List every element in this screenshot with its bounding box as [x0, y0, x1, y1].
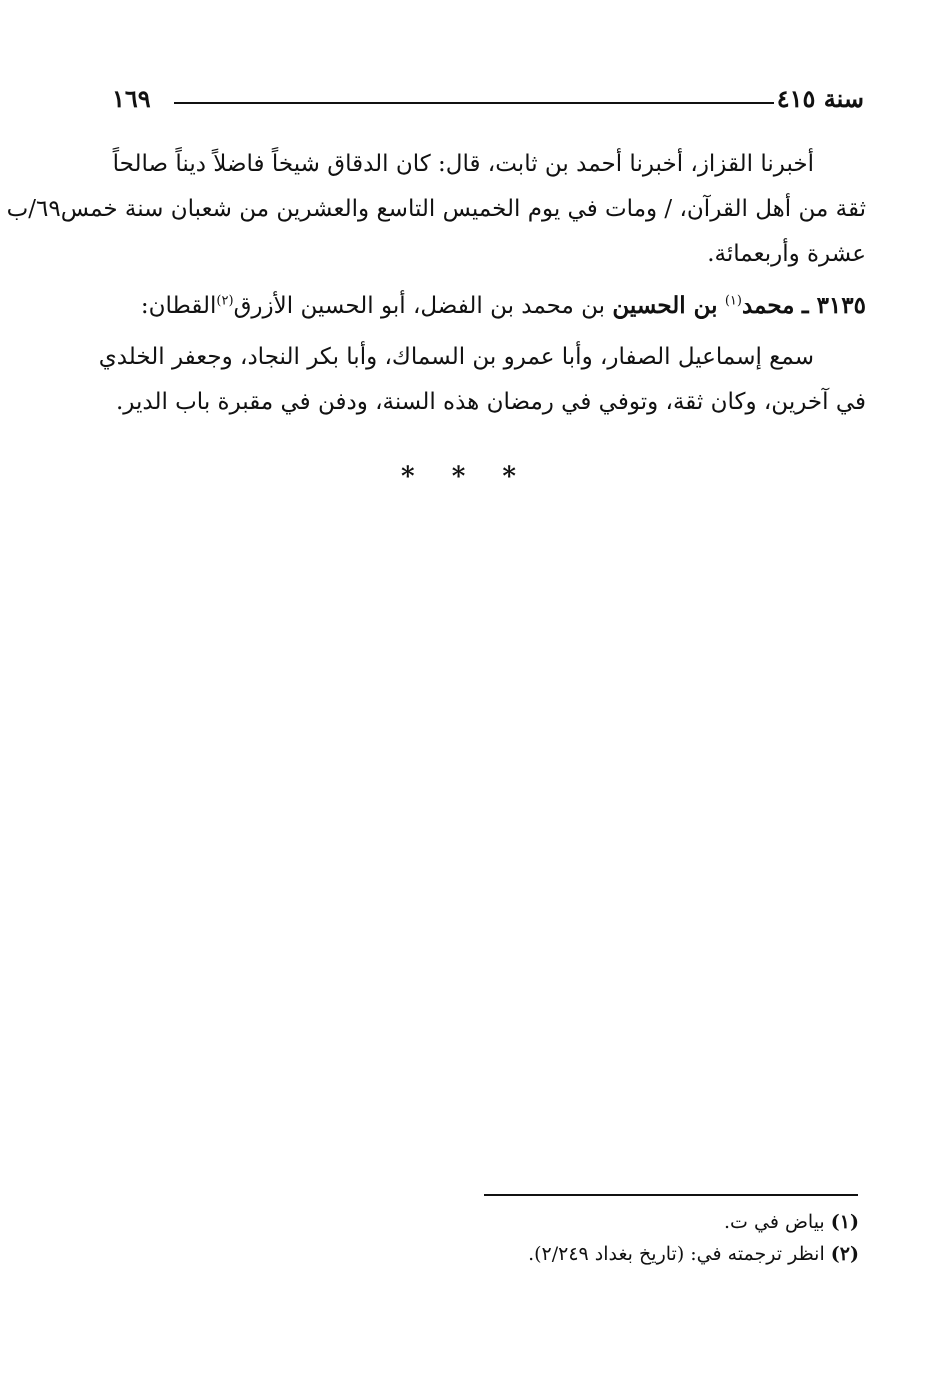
footnote-1 — [259, 1206, 859, 1238]
folio-marker: ٦٩/ب — [6, 196, 61, 222]
text-line-with-folio — [6, 187, 866, 232]
text-line: في آخرين، وكان ثقة، وتوفي في رمضان هذه السنة، ودفن في مقبرة باب الدير. — [115, 389, 866, 415]
text-line: سمع إسماعيل الصفار، وأبا عمرو بن السماك، وأبا بكر النجاد، وجعفر الخلدي — [98, 344, 814, 370]
entry-name-rest: بن محمد بن الفضل، أبو الحسين الأزرق — [233, 293, 606, 319]
main-text — [6, 142, 866, 425]
header-rule — [174, 102, 774, 104]
running-head: سنة ٤١٥ — [776, 84, 864, 113]
page-header — [112, 82, 864, 122]
section-separator: * * * — [401, 462, 530, 492]
footnote-ref-1: (١) — [724, 293, 742, 309]
footnotes — [259, 1206, 859, 1270]
entry-number: ٣١٣٥ ـ — [801, 292, 866, 319]
entry-name-part1: محمد — [741, 292, 795, 319]
footnote-ref-2: (٢) — [216, 293, 234, 309]
footnote-text: بياض في ت. — [724, 1211, 825, 1233]
entry-name-rest2: القطان: — [140, 293, 217, 319]
entry-heading — [40, 283, 866, 329]
text-line: أخبرنا القزاز، أخبرنا أحمد بن ثابت، قال: كان الدقاق شيخاً فاضلاً ديناً صالحاً — [112, 151, 814, 177]
page-number: ١٦٩ — [112, 84, 151, 113]
entry-name-part2: بن الحسين — [612, 292, 718, 319]
footnote-label: (٢) — [830, 1243, 859, 1265]
text-line: ثقة من أهل القرآن، / ومات في يوم الخميس التاسع والعشرين من شعبان سنة خمس — [60, 196, 866, 222]
paragraph-2 — [40, 335, 866, 425]
footnote-2 — [259, 1238, 859, 1270]
text-line: عشرة وأربعمائة. — [707, 241, 866, 267]
footnote-text: انظر ترجمته في: (تاريخ بغداد ٢/٢٤٩). — [528, 1243, 825, 1265]
paragraph-1 — [6, 142, 866, 277]
footnote-label: (١) — [830, 1211, 859, 1233]
footnote-rule — [484, 1194, 858, 1196]
